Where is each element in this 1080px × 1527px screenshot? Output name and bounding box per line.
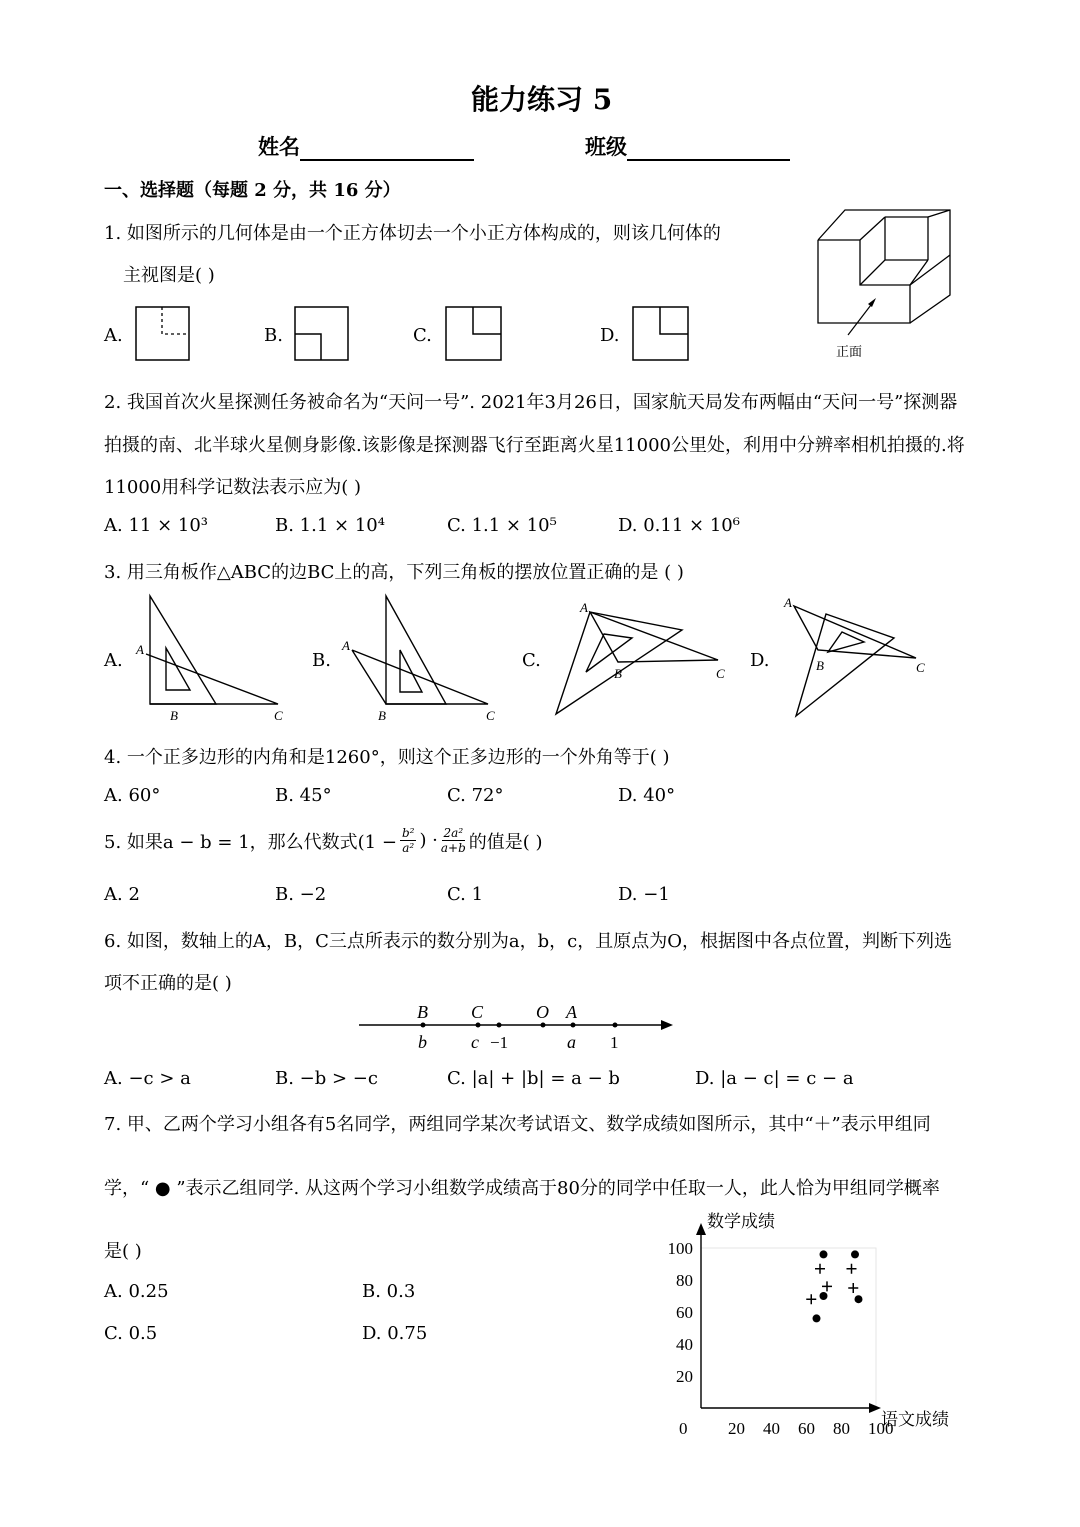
y-axis-arrow [696, 1223, 706, 1235]
q4-option-c[interactable]: C. 72° [447, 785, 504, 806]
label-b: B [378, 708, 386, 723]
q3-option-d[interactable]: D. [750, 650, 770, 671]
q2-option-d[interactable]: D. 0.11 × 10⁶ [618, 515, 740, 536]
q6-option-b[interactable]: B. −b > −c [275, 1068, 378, 1089]
q5-option-c[interactable]: C. 1 [447, 884, 484, 905]
axis-label-a-top: A [566, 1002, 577, 1022]
scatter-point-dot [855, 1295, 863, 1303]
q1-option-d-figure [632, 306, 690, 362]
q3-option-b[interactable]: B. [312, 650, 331, 671]
q7-line2: 学，“ ● ”表示乙组同学. 从这两个学习小组数学成绩高于80分的同学中任取一人，此人恰为甲组同学概率 [104, 1178, 940, 1199]
q1-option-c[interactable]: C. [413, 325, 432, 346]
q2-option-c[interactable]: C. 1.1 × 10⁵ [447, 515, 557, 536]
q1-option-a-figure [135, 306, 191, 362]
q3-option-b-figure [338, 592, 503, 727]
q5-frac2-num: 2a² [443, 826, 464, 840]
q7-option-a[interactable]: A. 0.25 [104, 1281, 169, 1302]
y-tick-label: 100 [667, 1239, 693, 1258]
x-tick-label: 60 [798, 1419, 815, 1438]
q5-mid: ) · [419, 830, 438, 851]
y-axis-label: 数学成绩 [707, 1212, 775, 1232]
q2-option-a[interactable]: A. 11 × 10³ [104, 515, 208, 536]
scatter-point-plus [815, 1264, 825, 1274]
q5-frac1 [400, 826, 417, 855]
q7-option-b[interactable]: B. 0.3 [362, 1281, 416, 1302]
scatter-point-dot [813, 1314, 821, 1322]
q1-option-c-figure [445, 306, 503, 362]
q2-line1: 2. 我国首次火星探测任务被命名为“天问一号”. 2021年3月26日，国家航天局发布两幅由“天问一号”探测器 [104, 392, 958, 413]
front-label: 正面 [836, 345, 863, 360]
label-a: A [580, 600, 588, 615]
section-heading: 一、选择题（每题 2 分，共 16 分） [104, 180, 401, 201]
label-c: C [486, 708, 495, 723]
axis-label-b-top: B [417, 1002, 428, 1022]
q5-frac1-den: a² [402, 841, 415, 855]
x-tick-label: 20 [728, 1419, 745, 1438]
x-axis-label: 语文成绩 [881, 1410, 949, 1430]
q7-option-d[interactable]: D. 0.75 [362, 1323, 428, 1344]
scatter-point-plus [848, 1283, 858, 1293]
axis-label-c-top: C [471, 1002, 484, 1022]
y-tick-label: 80 [676, 1271, 693, 1290]
label-b: B [816, 658, 824, 673]
label-a: A [342, 638, 350, 653]
scatter-point-plus [822, 1281, 832, 1291]
q3-option-a-figure [130, 592, 295, 727]
label-c: C [274, 708, 283, 723]
x-tick-label: 0 [679, 1419, 688, 1438]
y-tick-label: 40 [676, 1335, 693, 1354]
q4-option-b[interactable]: B. 45° [275, 785, 332, 806]
q5-prefix: 5. 如果a − b = 1，那么代数式(1 − [104, 831, 397, 853]
q3-option-c-figure [548, 598, 738, 723]
scatter-point-plus [806, 1294, 816, 1304]
grid-box [701, 1248, 876, 1408]
q6-option-c[interactable]: C. |a| + |b| = a − b [447, 1068, 620, 1089]
q2-line2: 拍摄的南、北半球火星侧身影像.该影像是探测器飞行至距离火星11000公里处，利用中分辨率相机拍摄的.将 [104, 435, 965, 456]
q7-option-c[interactable]: C. 0.5 [104, 1323, 158, 1344]
q6-option-a[interactable]: A. −c > a [104, 1068, 191, 1089]
chart-grid [701, 1248, 876, 1408]
q1-line1: 1. 如图所示的几何体是由一个正方体切去一个小正方体构成的，则该几何体的 [104, 223, 721, 244]
x-tick-label: 100 [868, 1419, 894, 1438]
q1-option-d[interactable]: D. [600, 325, 620, 346]
scatter-point-dot [820, 1292, 828, 1300]
x-tick-label: 40 [763, 1419, 780, 1438]
chart-points [806, 1250, 862, 1322]
q1-option-a[interactable]: A. [104, 325, 123, 346]
axis-label-a-bottom: a [567, 1032, 576, 1052]
class-field [585, 131, 790, 161]
q4-line1: 4. 一个正多边形的内角和是1260°，则这个正多边形的一个外角等于( ) [104, 747, 670, 768]
x-tick-label: 80 [833, 1419, 850, 1438]
q5-frac2 [441, 826, 466, 855]
q2-line3: 11000用科学记数法表示应为( ) [104, 477, 362, 498]
q3-option-d-figure [776, 592, 946, 722]
q1-line2: 主视图是( ) [123, 265, 215, 286]
page-title: 能力练习 5 [471, 83, 613, 116]
scatter-point-dot [820, 1250, 828, 1258]
q5-frac2-den: a+b [440, 841, 466, 855]
label-a: A [136, 642, 144, 657]
q1-option-b[interactable]: B. [264, 325, 283, 346]
q5-stem [104, 826, 543, 855]
q1-cube-figure [810, 205, 960, 365]
y-tick-label: 20 [676, 1367, 693, 1386]
q5-suffix: 的值是( ) [468, 831, 543, 853]
label-c: C [916, 660, 925, 675]
scatter-point-dot [851, 1250, 859, 1258]
q3-option-a[interactable]: A. [104, 650, 123, 671]
q3-option-c[interactable]: C. [522, 650, 541, 671]
q4-option-d[interactable]: D. 40° [618, 785, 676, 806]
axis-label-c-bottom: c [471, 1032, 479, 1052]
q6-line2: 项不正确的是( ) [104, 973, 232, 994]
x-axis-arrow [869, 1403, 881, 1413]
y-tick-label: 60 [676, 1303, 693, 1322]
q5-option-d[interactable]: D. −1 [618, 884, 670, 905]
q6-option-d[interactable]: D. |a − c| = c − a [695, 1068, 854, 1089]
name-label: 姓名 [258, 134, 300, 159]
class-blank [627, 139, 790, 161]
name-field [258, 131, 474, 161]
label-c: C [716, 666, 725, 681]
axis-label-b-bottom: b [418, 1032, 427, 1052]
scatter-point-plus [847, 1264, 857, 1274]
q7-line1: 7. 甲、乙两个学习小组各有5名同学，两组同学某次考试语文、数学成绩如图所示，其中“＋”表示甲组同 [104, 1114, 931, 1135]
label-a: A [784, 595, 792, 610]
class-label: 班级 [585, 134, 627, 159]
q6-line1: 6. 如图，数轴上的A，B，C三点所表示的数分别为a，b，c，且原点为O，根据图中各点位置，判断下列选 [104, 931, 952, 952]
q2-option-b[interactable]: B. 1.1 × 10⁴ [275, 515, 385, 536]
axis-label-o-top: O [536, 1002, 549, 1022]
q5-option-b[interactable]: B. −2 [275, 884, 327, 905]
q7-scatter-chart [655, 1205, 975, 1445]
q5-frac1-num: b² [401, 826, 415, 840]
label-b: B [170, 708, 178, 723]
axis-label-one: 1 [610, 1033, 619, 1052]
axis-label-minus-one: −1 [490, 1033, 509, 1052]
q7-line3: 是( ) [104, 1241, 142, 1262]
q3-line1: 3. 用三角板作△ABC的边BC上的高，下列三角板的摆放位置正确的是 ( ) [104, 562, 684, 583]
q5-option-a[interactable]: A. 2 [104, 884, 140, 905]
q6-number-line [355, 998, 680, 1054]
label-b: B [614, 666, 622, 681]
q1-option-b-figure [294, 306, 350, 362]
name-blank [300, 139, 474, 161]
q4-option-a[interactable]: A. 60° [104, 785, 161, 806]
